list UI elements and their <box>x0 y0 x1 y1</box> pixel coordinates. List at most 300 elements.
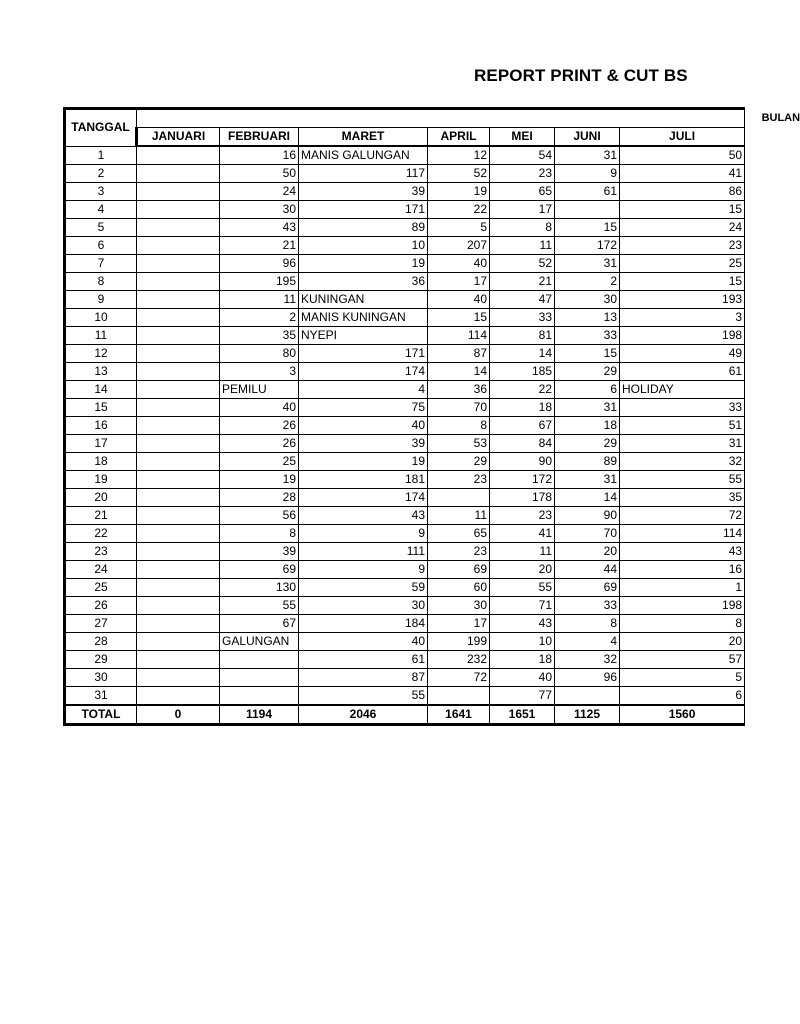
cell-maret: 55 <box>299 687 428 706</box>
cell-juli: 6 <box>620 687 745 706</box>
cell-februari: 26 <box>220 435 299 453</box>
cell-maret: 75 <box>299 399 428 417</box>
cell-februari: 3 <box>220 363 299 381</box>
cell-februari: 16 <box>220 146 299 165</box>
tanggal-cell: 16 <box>65 417 137 435</box>
cell-februari: 21 <box>220 237 299 255</box>
table-row <box>65 435 745 453</box>
cell-april: 11 <box>428 507 490 525</box>
cell-februari: 55 <box>220 597 299 615</box>
cell-juni: 31 <box>555 146 620 165</box>
cell-januari <box>137 471 220 489</box>
cell-april: 29 <box>428 453 490 471</box>
table-row <box>65 345 745 363</box>
month-header-april: APRIL <box>428 128 490 147</box>
total-juli: 1560 <box>620 705 745 725</box>
cell-januari <box>137 453 220 471</box>
tanggal-cell: 30 <box>65 669 137 687</box>
bulan-header-label: BULAN <box>761 112 800 124</box>
cell-april: 8 <box>428 417 490 435</box>
cell-juli: 1 <box>620 579 745 597</box>
cell-februari: 195 <box>220 273 299 291</box>
cell-juni: 33 <box>555 597 620 615</box>
table-row <box>65 183 745 201</box>
cell-mei: 18 <box>490 651 555 669</box>
cell-mei: 84 <box>490 435 555 453</box>
cell-mei: 33 <box>490 309 555 327</box>
tanggal-cell: 27 <box>65 615 137 633</box>
cell-februari: PEMILU <box>220 381 299 399</box>
table-row <box>65 651 745 669</box>
cell-juli: 198 <box>620 597 745 615</box>
cell-februari: 11 <box>220 291 299 309</box>
cell-juli: 49 <box>620 345 745 363</box>
cell-mei: 18 <box>490 399 555 417</box>
cell-april: 87 <box>428 345 490 363</box>
cell-juni: 4 <box>555 633 620 651</box>
cell-juni: 32 <box>555 651 620 669</box>
tanggal-cell: 21 <box>65 507 137 525</box>
table-row <box>65 507 745 525</box>
tanggal-cell: 6 <box>65 237 137 255</box>
cell-mei: 11 <box>490 543 555 561</box>
table-row <box>65 237 745 255</box>
cell-juni: 31 <box>555 471 620 489</box>
cell-juli: 8 <box>620 615 745 633</box>
table-row <box>65 597 745 615</box>
cell-maret: 19 <box>299 255 428 273</box>
cell-februari: 69 <box>220 561 299 579</box>
cell-maret: 19 <box>299 453 428 471</box>
header-row-bulan <box>65 109 745 128</box>
cell-januari <box>137 525 220 543</box>
cell-juni: 18 <box>555 417 620 435</box>
cell-mei: 40 <box>490 669 555 687</box>
table-row <box>65 579 745 597</box>
cell-mei: 185 <box>490 363 555 381</box>
cell-maret: 30 <box>299 597 428 615</box>
table-row <box>65 327 745 345</box>
cell-juni: 172 <box>555 237 620 255</box>
cell-maret: 89 <box>299 219 428 237</box>
month-header-februari: FEBRUARI <box>220 128 299 147</box>
table-row <box>65 309 745 327</box>
cell-juli: 32 <box>620 453 745 471</box>
cell-juli: 41 <box>620 165 745 183</box>
cell-juli: 51 <box>620 417 745 435</box>
month-header-mei: MEI <box>490 128 555 147</box>
cell-mei: 10 <box>490 633 555 651</box>
cell-april: 53 <box>428 435 490 453</box>
tanggal-cell: 22 <box>65 525 137 543</box>
cell-april: 17 <box>428 615 490 633</box>
cell-mei: 178 <box>490 489 555 507</box>
tanggal-cell: 10 <box>65 309 137 327</box>
cell-juli: 86 <box>620 183 745 201</box>
cell-januari <box>137 417 220 435</box>
cell-maret: 174 <box>299 489 428 507</box>
cell-maret: 43 <box>299 507 428 525</box>
tanggal-cell: 19 <box>65 471 137 489</box>
tanggal-cell: 15 <box>65 399 137 417</box>
month-header-januari: JANUARI <box>137 128 220 147</box>
cell-maret: KUNINGAN <box>299 291 428 309</box>
cell-juli: 3 <box>620 309 745 327</box>
cell-juni: 15 <box>555 219 620 237</box>
tanggal-cell: 1 <box>65 146 137 165</box>
cell-maret: 171 <box>299 201 428 219</box>
cell-mei: 23 <box>490 507 555 525</box>
cell-april: 72 <box>428 669 490 687</box>
cell-juni: 29 <box>555 363 620 381</box>
cell-januari <box>137 309 220 327</box>
total-row <box>65 705 745 725</box>
table-row <box>65 453 745 471</box>
cell-april: 40 <box>428 291 490 309</box>
cell-april <box>428 489 490 507</box>
cell-mei: 55 <box>490 579 555 597</box>
table-row <box>65 363 745 381</box>
cell-mei: 22 <box>490 381 555 399</box>
tanggal-cell: 11 <box>65 327 137 345</box>
cell-februari: 67 <box>220 615 299 633</box>
cell-maret: 9 <box>299 561 428 579</box>
cell-juni: 33 <box>555 327 620 345</box>
cell-april: 65 <box>428 525 490 543</box>
cell-juni: 15 <box>555 345 620 363</box>
cell-april: 23 <box>428 543 490 561</box>
cell-maret: 87 <box>299 669 428 687</box>
cell-mei: 172 <box>490 471 555 489</box>
cell-februari: 8 <box>220 525 299 543</box>
cell-maret: 181 <box>299 471 428 489</box>
month-header-juni: JUNI <box>555 128 620 147</box>
cell-april: 232 <box>428 651 490 669</box>
cell-maret: 9 <box>299 525 428 543</box>
cell-april: 69 <box>428 561 490 579</box>
cell-juni: 9 <box>555 165 620 183</box>
cell-januari <box>137 183 220 201</box>
table-row <box>65 399 745 417</box>
cell-juli: 193 <box>620 291 745 309</box>
cell-juni: 14 <box>555 489 620 507</box>
total-mei: 1651 <box>490 705 555 725</box>
cell-juni: 61 <box>555 183 620 201</box>
cell-april: 5 <box>428 219 490 237</box>
cell-juli: HOLIDAY <box>620 381 745 399</box>
total-maret: 2046 <box>299 705 428 725</box>
table-row <box>65 219 745 237</box>
table-row <box>65 201 745 219</box>
cell-maret: 40 <box>299 417 428 435</box>
cell-maret: 117 <box>299 165 428 183</box>
tanggal-cell: 23 <box>65 543 137 561</box>
month-header-juli: JULI <box>620 128 745 147</box>
cell-mei: 65 <box>490 183 555 201</box>
cell-juni: 96 <box>555 669 620 687</box>
table-row <box>65 273 745 291</box>
total-februari: 1194 <box>220 705 299 725</box>
total-april: 1641 <box>428 705 490 725</box>
cell-februari: GALUNGAN <box>220 633 299 651</box>
cell-juni: 20 <box>555 543 620 561</box>
total-label: TOTAL <box>65 705 137 725</box>
cell-juli: 25 <box>620 255 745 273</box>
cell-april: 36 <box>428 381 490 399</box>
cell-juli: 57 <box>620 651 745 669</box>
table-row <box>65 471 745 489</box>
tanggal-cell: 20 <box>65 489 137 507</box>
cell-januari <box>137 291 220 309</box>
table-row <box>65 525 745 543</box>
cell-mei: 54 <box>490 146 555 165</box>
cell-juli: 35 <box>620 489 745 507</box>
cell-mei: 90 <box>490 453 555 471</box>
cell-februari: 28 <box>220 489 299 507</box>
tanggal-cell: 7 <box>65 255 137 273</box>
table-row <box>65 417 745 435</box>
cell-april: 22 <box>428 201 490 219</box>
cell-juli: 15 <box>620 201 745 219</box>
cell-februari: 19 <box>220 471 299 489</box>
cell-april: 60 <box>428 579 490 597</box>
tanggal-header: TANGGAL <box>65 109 137 147</box>
cell-juli: 23 <box>620 237 745 255</box>
cell-januari <box>137 489 220 507</box>
cell-juni: 44 <box>555 561 620 579</box>
cell-maret: 111 <box>299 543 428 561</box>
tanggal-cell: 8 <box>65 273 137 291</box>
table-row <box>65 561 745 579</box>
table-row <box>65 165 745 183</box>
cell-mei: 77 <box>490 687 555 706</box>
cell-februari: 40 <box>220 399 299 417</box>
tanggal-cell: 12 <box>65 345 137 363</box>
cell-februari: 24 <box>220 183 299 201</box>
cell-maret: 39 <box>299 435 428 453</box>
cell-maret: 40 <box>299 633 428 651</box>
table-row <box>65 381 745 399</box>
table-row <box>65 615 745 633</box>
cell-februari: 30 <box>220 201 299 219</box>
cell-maret: 171 <box>299 345 428 363</box>
cell-maret: MANIS GALUNGAN <box>299 146 428 165</box>
cell-april: 19 <box>428 183 490 201</box>
cell-januari <box>137 669 220 687</box>
cell-maret: 39 <box>299 183 428 201</box>
cell-juli: 198 <box>620 327 745 345</box>
cell-februari: 26 <box>220 417 299 435</box>
tanggal-cell: 17 <box>65 435 137 453</box>
cell-maret: NYEPI <box>299 327 428 345</box>
cell-mei: 43 <box>490 615 555 633</box>
cell-juli: 5 <box>620 669 745 687</box>
cell-januari <box>137 165 220 183</box>
cell-februari <box>220 669 299 687</box>
table-row <box>65 146 745 165</box>
cell-april: 23 <box>428 471 490 489</box>
tanggal-cell: 14 <box>65 381 137 399</box>
table-row <box>65 291 745 309</box>
cell-januari <box>137 507 220 525</box>
cell-april: 30 <box>428 597 490 615</box>
cell-maret: 184 <box>299 615 428 633</box>
cell-mei: 23 <box>490 165 555 183</box>
cell-mei: 14 <box>490 345 555 363</box>
tanggal-cell: 29 <box>65 651 137 669</box>
cell-juli: 43 <box>620 543 745 561</box>
cell-januari <box>137 363 220 381</box>
cell-januari <box>137 201 220 219</box>
cell-mei: 11 <box>490 237 555 255</box>
cell-maret: 174 <box>299 363 428 381</box>
cell-april: 114 <box>428 327 490 345</box>
report-title: REPORT PRINT & CUT BS <box>474 66 688 85</box>
month-header-maret: MARET <box>299 128 428 147</box>
cell-juli: 55 <box>620 471 745 489</box>
cell-januari <box>137 146 220 165</box>
cell-januari <box>137 381 220 399</box>
cell-februari: 43 <box>220 219 299 237</box>
cell-juli: 50 <box>620 146 745 165</box>
cell-maret: 61 <box>299 651 428 669</box>
cell-februari: 130 <box>220 579 299 597</box>
cell-april: 52 <box>428 165 490 183</box>
cell-februari: 35 <box>220 327 299 345</box>
cell-januari <box>137 255 220 273</box>
cell-mei: 52 <box>490 255 555 273</box>
cell-maret: 4 <box>299 381 428 399</box>
cell-mei: 20 <box>490 561 555 579</box>
cell-juni: 2 <box>555 273 620 291</box>
table-row <box>65 687 745 706</box>
cell-mei: 47 <box>490 291 555 309</box>
cell-april: 14 <box>428 363 490 381</box>
cell-juni: 90 <box>555 507 620 525</box>
cell-april: 12 <box>428 146 490 165</box>
cell-juni: 30 <box>555 291 620 309</box>
cell-juli: 31 <box>620 435 745 453</box>
tanggal-cell: 28 <box>65 633 137 651</box>
cell-juni: 70 <box>555 525 620 543</box>
cell-januari <box>137 561 220 579</box>
cell-maret: 36 <box>299 273 428 291</box>
cell-juni: 31 <box>555 255 620 273</box>
cell-juli: 61 <box>620 363 745 381</box>
tanggal-cell: 4 <box>65 201 137 219</box>
cell-juni: 89 <box>555 453 620 471</box>
tanggal-cell: 5 <box>65 219 137 237</box>
month-header-row <box>65 128 745 147</box>
cell-juli: 16 <box>620 561 745 579</box>
report-table-container <box>63 107 800 732</box>
cell-januari <box>137 615 220 633</box>
cell-maret: MANIS KUNINGAN <box>299 309 428 327</box>
cell-februari: 2 <box>220 309 299 327</box>
cell-januari <box>137 399 220 417</box>
table-row <box>65 255 745 273</box>
cell-januari <box>137 345 220 363</box>
cell-mei: 67 <box>490 417 555 435</box>
cell-juli: 20 <box>620 633 745 651</box>
cell-mei: 41 <box>490 525 555 543</box>
cell-januari <box>137 597 220 615</box>
tanggal-cell: 31 <box>65 687 137 706</box>
total-januari: 0 <box>137 705 220 725</box>
cell-juni <box>555 687 620 706</box>
cell-mei: 71 <box>490 597 555 615</box>
cell-juni: 6 <box>555 381 620 399</box>
cell-april: 70 <box>428 399 490 417</box>
tanggal-cell: 25 <box>65 579 137 597</box>
cell-februari: 80 <box>220 345 299 363</box>
cell-februari: 56 <box>220 507 299 525</box>
cell-januari <box>137 237 220 255</box>
report-table <box>63 107 800 726</box>
table-row <box>65 633 745 651</box>
tanggal-cell: 3 <box>65 183 137 201</box>
cell-april <box>428 687 490 706</box>
cell-februari: 50 <box>220 165 299 183</box>
cell-januari <box>137 687 220 706</box>
tanggal-cell: 26 <box>65 597 137 615</box>
cell-februari: 39 <box>220 543 299 561</box>
cell-juni <box>555 201 620 219</box>
cell-april: 40 <box>428 255 490 273</box>
cell-juni: 8 <box>555 615 620 633</box>
cell-maret: 59 <box>299 579 428 597</box>
cell-juni: 29 <box>555 435 620 453</box>
cell-mei: 8 <box>490 219 555 237</box>
cell-april: 199 <box>428 633 490 651</box>
table-row <box>65 489 745 507</box>
cell-maret: 10 <box>299 237 428 255</box>
cell-juni: 13 <box>555 309 620 327</box>
tanggal-cell: 9 <box>65 291 137 309</box>
cell-januari <box>137 633 220 651</box>
cell-januari <box>137 651 220 669</box>
table-row <box>65 669 745 687</box>
cell-februari: 96 <box>220 255 299 273</box>
cell-juli: 72 <box>620 507 745 525</box>
cell-juli: 15 <box>620 273 745 291</box>
tanggal-cell: 13 <box>65 363 137 381</box>
cell-juni: 31 <box>555 399 620 417</box>
cell-april: 15 <box>428 309 490 327</box>
tanggal-cell: 24 <box>65 561 137 579</box>
cell-januari <box>137 543 220 561</box>
cell-februari <box>220 651 299 669</box>
table-body <box>65 109 800 725</box>
cell-juli: 114 <box>620 525 745 543</box>
cell-juli: 24 <box>620 219 745 237</box>
cell-mei: 21 <box>490 273 555 291</box>
tanggal-cell: 2 <box>65 165 137 183</box>
cell-januari <box>137 219 220 237</box>
cell-april: 207 <box>428 237 490 255</box>
cell-juni: 69 <box>555 579 620 597</box>
cell-januari <box>137 327 220 345</box>
cell-januari <box>137 579 220 597</box>
cell-april: 17 <box>428 273 490 291</box>
cell-januari <box>137 435 220 453</box>
table-row <box>65 543 745 561</box>
cell-februari: 25 <box>220 453 299 471</box>
cell-mei: 17 <box>490 201 555 219</box>
bulan-header <box>137 109 800 128</box>
total-juni: 1125 <box>555 705 620 725</box>
cell-februari <box>220 687 299 706</box>
